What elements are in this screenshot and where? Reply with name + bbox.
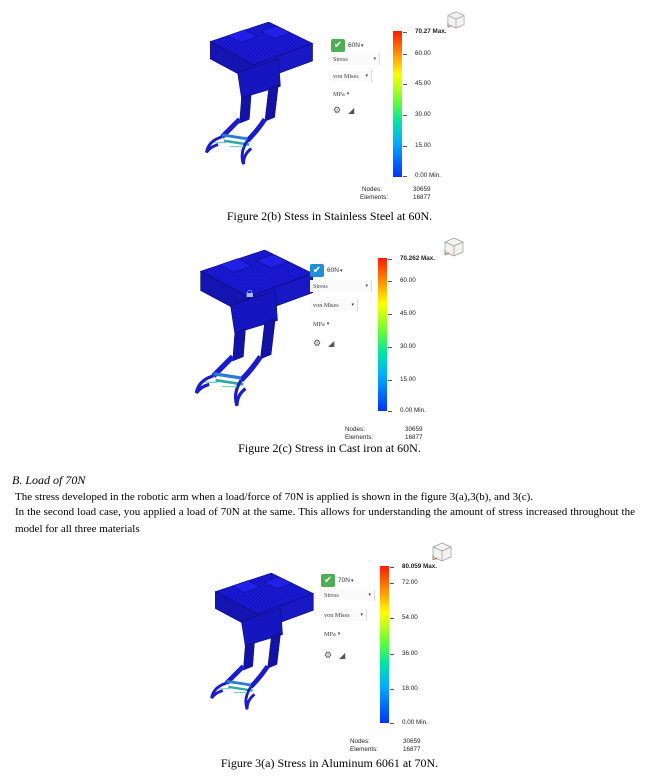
section-heading: B. Load of 70N	[12, 473, 86, 487]
paragraph: The stress developed in the robotic arm when a load/force of 70N is applied is shown in the figure 3(a),3(b), and 3(c).	[15, 491, 534, 503]
unit-label: MPa	[333, 90, 345, 98]
elements-label: Elements:	[350, 746, 378, 753]
measure-icon[interactable]: ◢	[339, 651, 346, 660]
gear-icon[interactable]: ⚙	[313, 338, 322, 348]
robotic-arm-model	[200, 22, 318, 168]
elements-value: 16877	[403, 746, 421, 753]
criterion-dropdown[interactable]: von Mises ▾	[321, 609, 367, 621]
figure-caption: Figure 2(c) Stress in Cast iron at 60N.	[238, 441, 421, 455]
result-label: Stress	[313, 282, 328, 290]
unit-dropdown[interactable]: MPa ▾	[313, 320, 330, 328]
criterion-dropdown[interactable]: von Mises ▾	[310, 299, 358, 311]
criterion-label: von Mises	[324, 611, 350, 619]
nodes-value: 30659	[403, 738, 421, 745]
result-dropdown[interactable]: Stress ▾	[310, 280, 372, 292]
figure-caption: Figure 3(a) Stress in Aluminum 6061 at 70N.	[220, 756, 439, 770]
nodes-label: Nodes:	[350, 738, 370, 745]
load-case-label: 60N	[348, 42, 360, 49]
gear-icon[interactable]: ⚙	[333, 105, 342, 115]
figure-caption: Figure 2(b) Stess in Stainless Steel at 60N.	[226, 209, 433, 223]
lock-icon: 🔒︎	[246, 286, 254, 301]
result-dropdown[interactable]: Stress ▾	[330, 53, 380, 65]
measure-icon[interactable]: ◢	[328, 339, 335, 348]
elements-value: 16877	[413, 194, 431, 199]
result-label: Stress	[324, 591, 339, 599]
measure-icon[interactable]: ◢	[348, 106, 355, 115]
check-icon: ✔	[331, 39, 345, 52]
result-dropdown[interactable]: Stress ▾	[321, 589, 375, 601]
criterion-dropdown[interactable]: von Mises ▾	[330, 70, 372, 82]
check-icon: ✔	[321, 574, 335, 587]
gear-icon[interactable]: ⚙	[324, 650, 333, 660]
check-icon: ✔	[310, 264, 324, 277]
result-label: Stress	[333, 55, 348, 63]
nodes-value: 30659	[413, 186, 431, 193]
elements-label: Elements:	[345, 434, 373, 439]
load-case-label: 60N	[327, 267, 339, 274]
nodes-label: Nodes:	[362, 186, 382, 193]
legend-colorbar	[380, 566, 389, 723]
unit-dropdown[interactable]: MPa ▾	[324, 630, 341, 638]
view-cube-icon[interactable]	[447, 11, 465, 29]
criterion-label: von Mises	[313, 301, 339, 309]
view-cube-icon[interactable]	[432, 542, 452, 562]
view-cube-icon[interactable]	[444, 237, 464, 257]
load-case-chip[interactable]: ✔ 70N ▾	[321, 570, 353, 588]
load-case-label: 70N	[338, 577, 350, 584]
load-case-chip[interactable]: ✔ 60N ▾	[310, 260, 342, 278]
elements-value: 16877	[405, 434, 423, 439]
nodes-value: 30659	[405, 426, 423, 433]
unit-label: MPa	[324, 630, 336, 638]
unit-label: MPa	[313, 320, 325, 328]
robotic-arm-model	[206, 568, 318, 718]
criterion-label: von Mises	[333, 72, 359, 80]
legend-colorbar	[393, 31, 402, 177]
legend-colorbar	[378, 258, 387, 411]
robotic-arm-model	[190, 250, 318, 410]
nodes-label: Nodes:	[345, 426, 365, 433]
elements-label: Elements:	[360, 194, 388, 199]
paragraph: In the second load case, you applied a load of 70N at the same. This allows for understanding the amount of stress increased throughout the model for all three materials	[15, 506, 635, 535]
load-case-chip[interactable]: ✔ 60N ▾	[331, 35, 363, 53]
unit-dropdown[interactable]: MPa ▾	[333, 90, 350, 98]
